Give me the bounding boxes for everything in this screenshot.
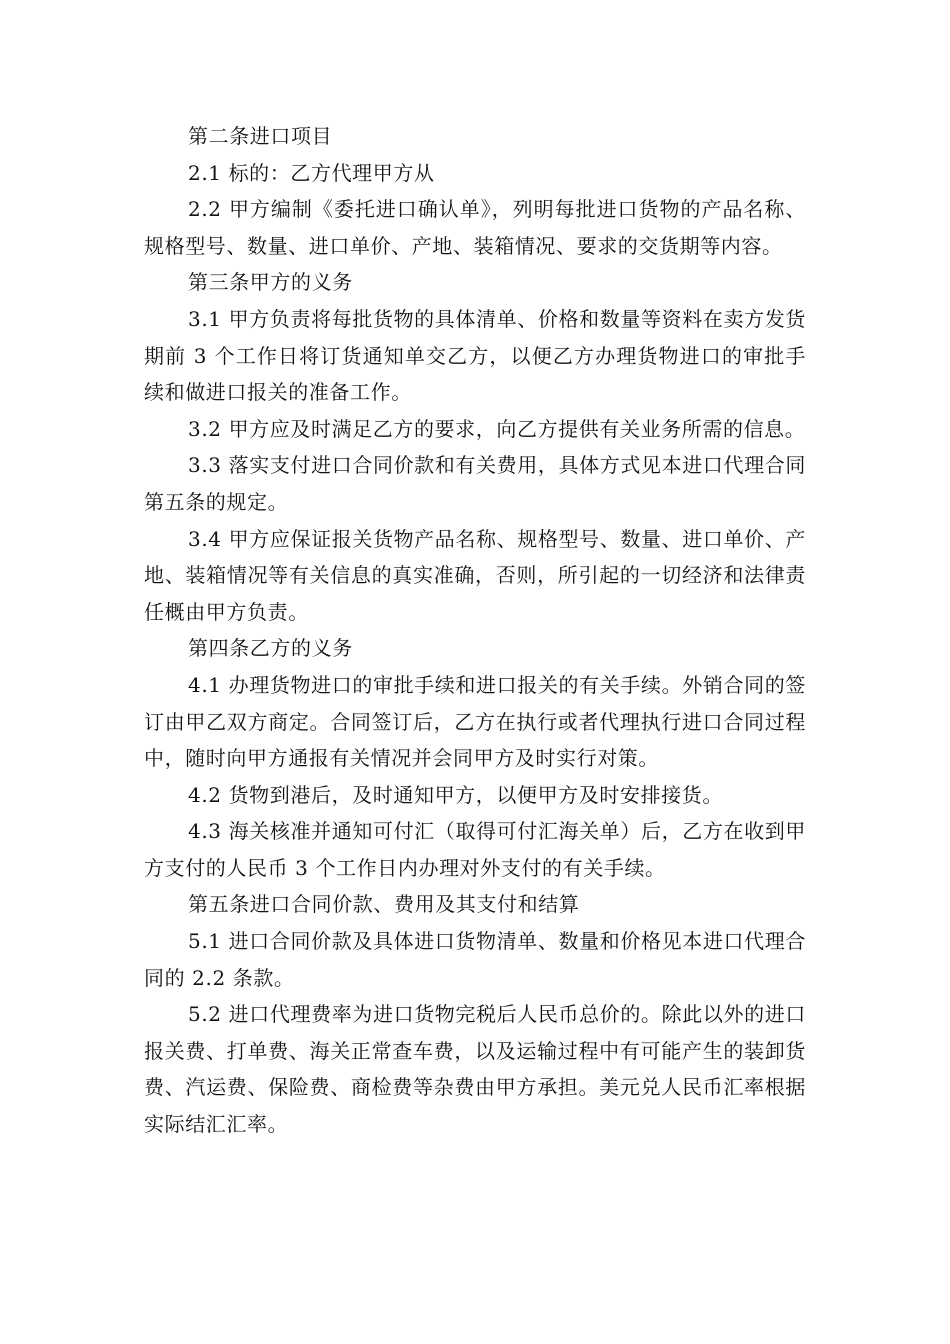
paragraph: 4.3 海关核准并通知可付汇（取得可付汇海关单）后，乙方在收到甲方支付的人民币 3 个工作日内办理对外支付的有关手续。	[144, 819, 806, 880]
section-heading: 第五条进口合同价款、费用及其支付和结算	[188, 892, 580, 917]
paragraph: 3.1 甲方负责将每批货物的具体清单、价格和数量等资料在卖方发货期前 3 个工作日将订货通知单交乙方，以便乙方办理货物进口的审批手续和做进口报关的准备工作。	[144, 306, 806, 405]
document-body	[144, 118, 806, 1143]
section-heading: 第四条乙方的义务	[188, 636, 353, 661]
paragraph: 5.2 进口代理费率为进口货物完税后人民币总价的。除此以外的进口报关费、打单费、海关正常查车费，以及运输过程中有可能产生的装卸货费、汽运费、保险费、商检费等杂费由甲方承担。美元兑人民币汇率根据实际结汇汇率。	[144, 1002, 806, 1137]
paragraph: 4.2 货物到港后，及时通知甲方，以便甲方及时安排接货。	[188, 782, 723, 807]
paragraph: 4.1 办理货物进口的审批手续和进口报关的有关手续。外销合同的签订由甲乙双方商定。合同签订后，乙方在执行或者代理执行进口合同过程中，随时向甲方通报有关情况并会同甲方及时实行对策。	[144, 672, 806, 771]
section-heading: 第三条甲方的义务	[188, 270, 353, 295]
section-heading: 第二条进口项目	[188, 124, 333, 148]
paragraph: 3.2 甲方应及时满足乙方的要求，向乙方提供有关业务所需的信息。	[188, 416, 806, 441]
paragraph: 2.2 甲方编制《委托进口确认单》，列明每批进口货物的产品名称、规格型号、数量、进口单价、产地、装箱情况、要求的交货期等内容。	[144, 197, 806, 258]
paragraph: 2.1 标的：乙方代理甲方从	[188, 160, 435, 185]
paragraph: 3.4 甲方应保证报关货物产品名称、规格型号、数量、进口单价、产地、装箱情况等有关信息的真实准确，否则，所引起的一切经济和法律责任概由甲方负责。	[144, 526, 806, 624]
paragraph: 5.1 进口合同价款及具体进口货物清单、数量和价格见本进口代理合同的 2.2 条款。	[144, 929, 806, 990]
paragraph: 3.3 落实支付进口合同价款和有关费用，具体方式见本进口代理合同第五条的规定。	[144, 453, 806, 514]
